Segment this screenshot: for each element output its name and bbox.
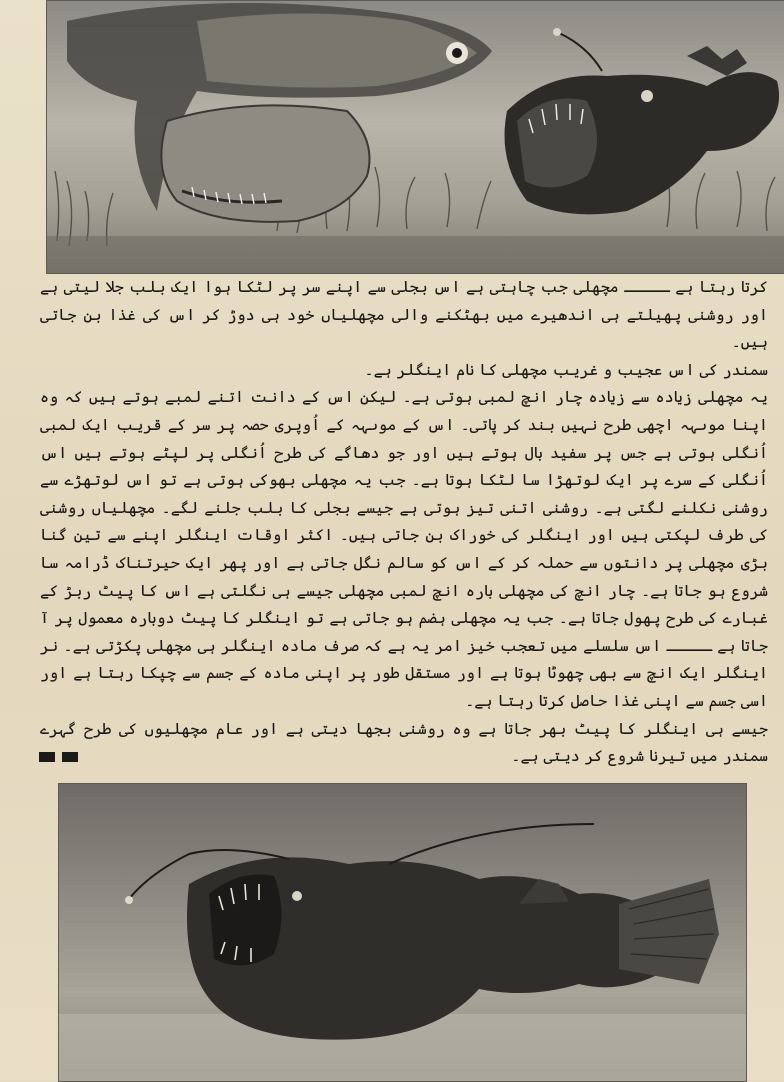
end-marker-square (62, 752, 78, 762)
article-paragraph-2: سمندر کی اس عجیب و غریب مچھلی کا نام اینگلر ہے۔ (364, 360, 768, 379)
top-illustration-anglerfish-scene (46, 0, 784, 274)
article-text (40, 274, 768, 771)
anglerfish-drawing (59, 784, 746, 1081)
article-paragraph-3: یہ مچھلی زیادہ سے زیادہ چار انچ لمبی ہوتی ہے۔ لیکن اس کے دانت اتنے لمبے ہوتے ہیں کہ وہ اپنا موںہہ اچھی طرح نہیں بند کر پاتی۔ اس کے موںہہ کے اُوپری حصہ پر سر کے قریب ایک لمبی اُنگلی ہوتی ہے جس پر سفید بال ہوتے ہیں اور جو دھاگے کی طرح اُنگلی پر لپٹے ہوتے ہیں اس اُنگلی کے سرے پر ایک لوتھڑا سا لٹکا ہوتا ہے۔ جب یہ مچھلی بھوکی ہوتی ہے تو اس لوتھڑے سے روشنی نکلنے لگتی ہے۔ روشنی اتنی تیز ہوتی ہے جیسے بجلی کا بلب جلنے لگے۔ مچھلیاں روشنی کی طرف لپکتی ہیں اور اینگلر کی خوراک بن جاتی ہیں۔ اکثر اوقات اینگلر اپنے سے تین گنا بڑی مچھلی پر دانتوں سے حملہ کر کے اس کو سالم نگل جاتی ہے اور پھر ایک حیرتناک ڈرامہ سا شروع ہو جاتا ہے۔ چار انچ کی مچھلی بارہ انچ لمبی مچھلی جیسے ہی نگلتی ہے اس کا پیٹ ربڑ کے غبارے کی طرح پھول جاتا ہے۔ جب یہ مچھلی ہضم ہو جاتی ہے تو اینگلر کا پیٹ دوبارہ معمول پر آ جاتا ہے ـــــ اس سلسلے میں تعجب خیز امر یہ ہے کہ صرف مادہ اینگلر ہی مچھلی پکڑتی ہے۔ نر اینگلر ایک انچ سے بھی چھوٹا ہوتا ہے اور مستقل طور پر اپنی مادہ کے جسم سے چپکا رہتا ہے اور اسی جسم سے اپنی غذا حاصل کرتا رہتا ہے۔ (40, 388, 768, 710)
bottom-illustration-anglerfish-photo (58, 783, 747, 1082)
section-end-markers (39, 752, 78, 762)
article-paragraph-4: جیسے ہی اینگلر کا پیٹ بھر جاتا ہے وہ روشنی بجھا دیتی ہے اور عام مچھلیوں کی طرح گہرے سمندر میں تیرنا شروع کر دیتی ہے۔ (40, 719, 768, 766)
end-marker-square (39, 752, 55, 762)
article-paragraph-1: کرتا رہتا ہے ـــــ مچھلی جب چاہتی ہے اس بجلی سے اپنے سر پر لٹکا ہوا ایک بلب جلا لیتی ہے اور روشنی پھیلتے ہی اندھیرے میں بھٹکنے والی مچھلیاں خود ہی دوڑ کر اس کی غذا بن جاتی ہیں۔ (40, 278, 768, 352)
fish-scene-drawing (47, 1, 784, 273)
